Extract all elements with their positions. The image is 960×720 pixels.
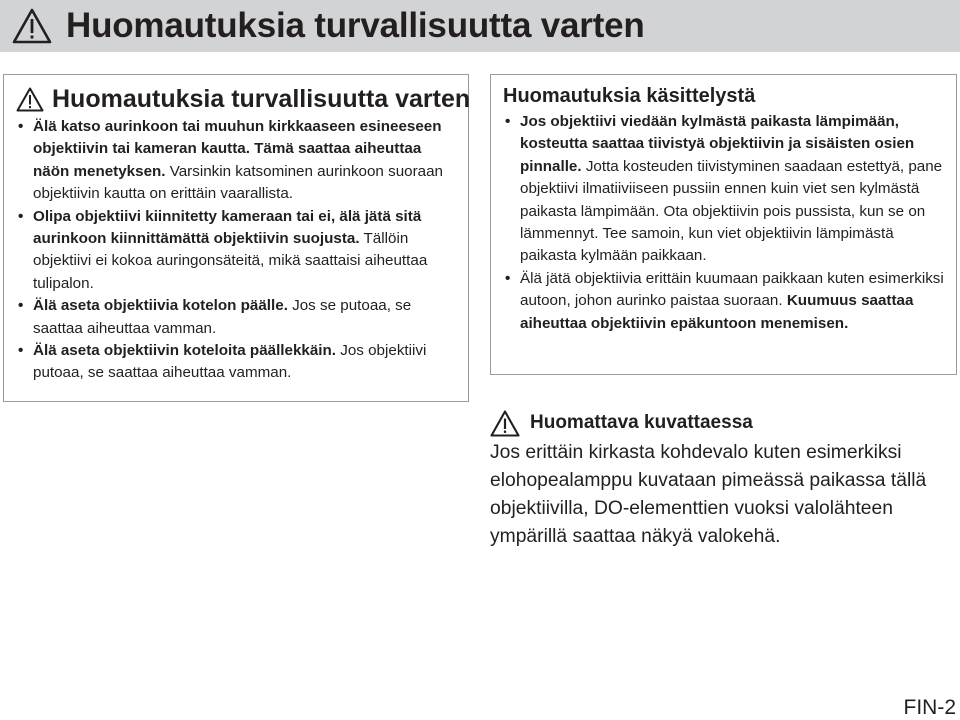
item-text: Jos se putoaa, se saattaa aiheuttaa vamman. [33,297,412,337]
warning-triangle-icon [16,87,44,112]
item-bold: Jos objektiivi viedään kylmästä paikasta lämpimään, kosteutta saattaa tiivistyä objektiivin ja sisäisten osien pinnalle. [520,113,915,175]
item-bold: Älä aseta objektiivin koteloita päällekkäin. [33,342,337,360]
bullet: • [18,297,24,315]
item-text: Jos objektiivi putoaa, se saattaa aiheuttaa vamman. [33,342,427,382]
bullet: • [18,207,24,225]
item-bold: Älä aseta objektiivia kotelon päälle. [33,297,288,315]
page-banner [0,0,960,52]
safety-list [16,116,458,385]
item-bold: Älä katso aurinkoon tai muuhun kirkkaaseen esineeseen objektiivin tai kameran kautta. Tämä saattaa aiheuttaa näön menetyksen. [33,118,442,180]
list-item [16,340,458,385]
handling-box [490,74,957,375]
shooting-note-heading [490,408,950,438]
bullet: • [505,269,511,287]
bullet: • [505,113,511,130]
list-item [503,111,946,268]
shooting-note-text: Jos erittäin kirkasta kohdevalo kuten esimerkiksi elohopealamppu kuvataan pimeässä paikassa tällä objektiivilla, DO-elementtien vuoksi valolähteen ympärillä saattaa näkyä valokehä. [490,442,927,547]
handling-title: Huomautuksia käsittelystä [503,84,756,107]
page-number: FIN-2 [903,696,956,719]
list-item [16,206,458,296]
item-text: Jotta kosteuden tiivistyminen saadaan estettyä, pane objektiivi ilmatiiviiseen pussiin ennen kuin viet sen kylmästä paikasta lämpimään. Ota objektiivin pois pussista, kun se on lämmennyt. Tee samoin, kun viet objektiivin lämpimästä paikasta kylmään paikkaan. [520,157,943,265]
warning-triangle-icon [12,8,52,44]
list-item [503,268,946,335]
shooting-note-title: Huomattava kuvattaessa [530,412,753,433]
page-title: Huomautuksia turvallisuutta varten [66,6,645,45]
bullet: • [18,118,24,135]
safety-title: Huomautuksia turvallisuutta varten [52,84,471,113]
list-item [16,295,458,340]
shooting-note [490,408,950,551]
bullet: • [18,342,24,360]
item-text: Älä jätä objektiivia erittäin kuumaan paikkaan kuten esimerkiksi autoon, johon aurinko paistaa suoraan. [520,269,944,310]
item-text: Varsinkin katsominen aurinkoon suoraan objektiivin kautta on erittäin vaarallista. [33,162,443,203]
handling-list [503,111,946,335]
list-item [16,116,458,206]
safety-heading [16,83,471,115]
warning-triangle-icon [490,410,520,437]
item-bold: Olipa objektiivi kiinnitetty kameraan tai ei, älä jätä sitä aurinkoon kiinnittämättä objektiivin suojusta. [33,207,422,248]
item-text: Tällöin objektiivi ei kokoa auringonsäteitä, mikä saattaisi aiheuttaa tulipalon. [33,230,428,292]
item-bold-end: Kuumuus saattaa aiheuttaa objektiivin epäkuntoon menemisen. [520,292,914,332]
safety-box [3,74,469,402]
